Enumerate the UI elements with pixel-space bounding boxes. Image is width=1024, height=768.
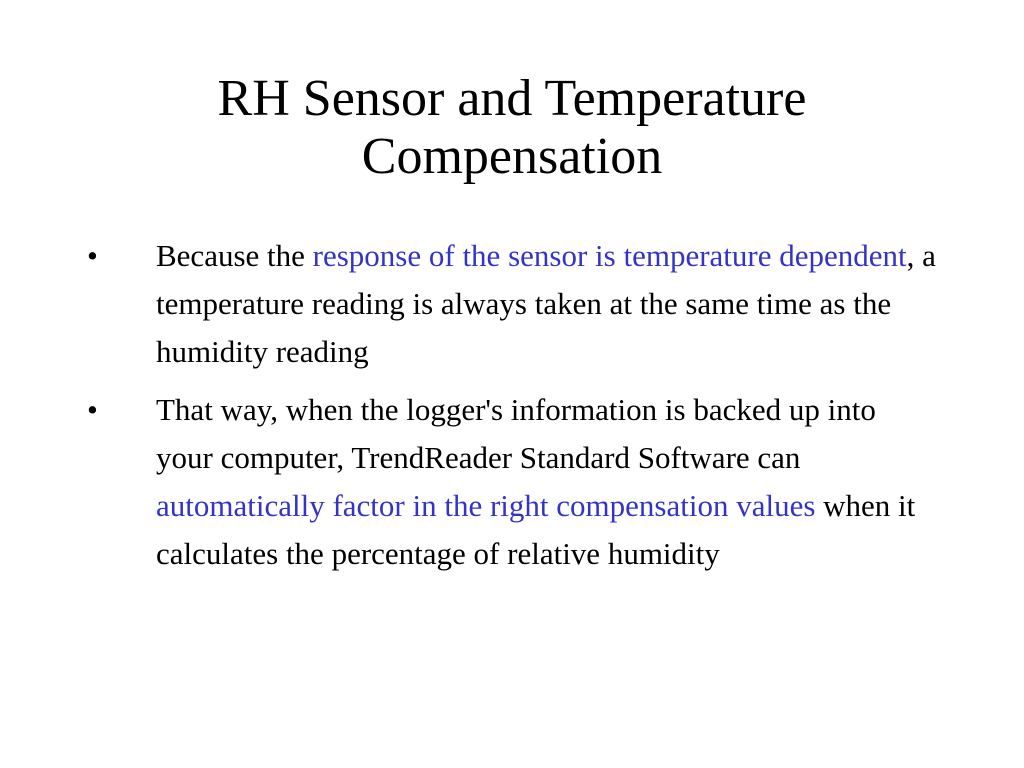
bullet-marker: • <box>87 238 98 273</box>
slide-title <box>0 70 1024 186</box>
bullet-text-plain: when it calculates the percentage of relative humidity <box>156 488 916 571</box>
bullet-marker: • <box>87 392 98 427</box>
bullet-text-plain: That way, when the logger's information is backed up into your computer, TrendReader Standard Software can <box>156 392 876 475</box>
bullet-text-highlight: automatically factor in the right compensation values <box>156 488 816 523</box>
slide-title-line-1: RH Sensor and Temperature <box>217 70 807 127</box>
slide-title-line-2: Compensation <box>361 128 663 185</box>
bullet-text-plain: , a temperature reading is always taken at the same time as the humidity reading <box>156 238 936 369</box>
bullet-item-2 <box>0 386 1024 578</box>
bullet-list <box>0 232 1024 578</box>
bullet-item-1 <box>0 232 1024 376</box>
bullet-text <box>156 232 936 376</box>
bullet-text-highlight: response of the sensor is temperature dependent <box>312 238 907 273</box>
bullet-text <box>156 386 936 578</box>
bullet-text-plain: Because the <box>156 238 313 273</box>
